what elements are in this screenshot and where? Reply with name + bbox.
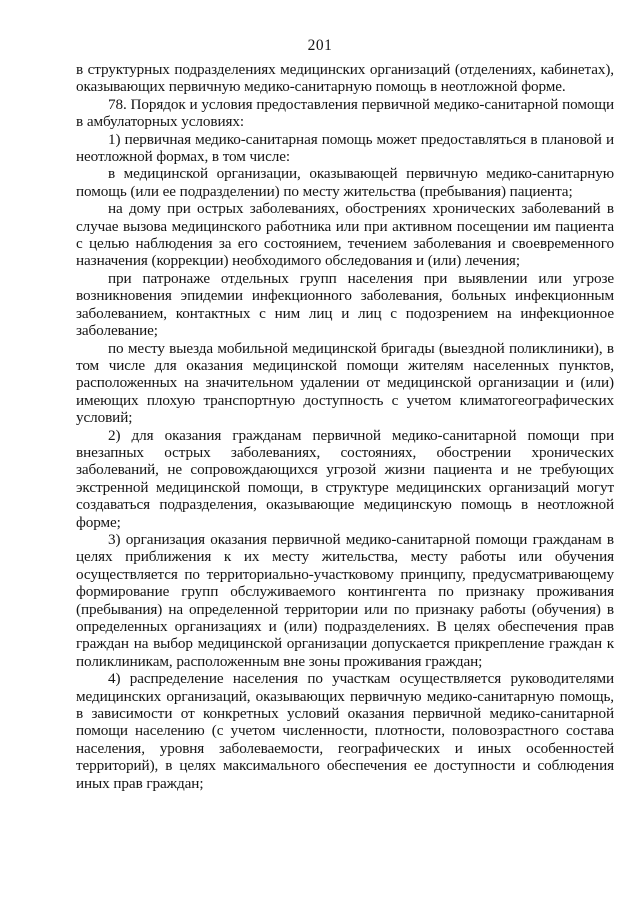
paragraph-item-3: 3) организация оказания первичной медико-санитарной помощи гражданам в целях приближения к их месту жительства, месту работы или обучения осуществляется по территориально-участковому принципу, предусматривающему формирование групп обслуживаемого контингента по признаку проживания (пребывания) на определенной территории или по признаку работы (обучения) в определенных организациях и (или) подразделениях. В целях обеспечения прав граждан на выбор медицинской организации допускается прикрепление граждан к поликлиникам, расположенным вне зоны проживания граждан; — [76, 530, 614, 670]
paragraph-item-2: 2) для оказания гражданам первичной медико-санитарной помощи при внезапных острых заболеваниях, состояниях, обострении хронических заболеваний, не сопровождающихся угрозой жизни пациента и не требующих экстренной медицинской помощи, в структуре медицинских организаций могут создаваться подразделения, оказывающие медицинскую помощь в неотложной форме; — [76, 426, 614, 531]
paragraph-clause-78: 78. Порядок и условия предоставления первичной медико-санитарной помощи в амбулаторных условиях: — [76, 95, 614, 131]
paragraph-item-1-sub-d: по месту выезда мобильной медицинской бригады (выездной поликлиники), в том числе для оказания медицинской помощи жителям населенных пунктов, расположенных на значительном удалении от медицинской организации и (или) имеющих плохую транспортную доступность с учетом климатогеографических условий; — [76, 339, 614, 427]
paragraph-continuation: в структурных подразделениях медицинских организаций (отделениях, кабинетах), оказывающих первичную медико-санитарную помощь в неотложной форме. — [76, 61, 614, 96]
document-body — [76, 61, 614, 792]
page-number: 201 — [307, 37, 333, 54]
paragraph-item-1-sub-b: на дому при острых заболеваниях, обострениях хронических заболеваний в случае вызова медицинского работника или при активном посещении им пациента с целью наблюдения за его состоянием, течением заболевания и своевременного назначения (коррекции) необходимого обследования и (или) лечения; — [76, 200, 614, 270]
paragraph-item-1-sub-a: в медицинской организации, оказывающей первичную медико-санитарную помощь (или ее подразделении) по месту жительства (пребывания) пациента; — [76, 165, 614, 200]
paragraph-item-1-sub-c: при патронаже отдельных групп населения при выявлении или угрозе возникновения эпидемии инфекционного заболевания, больных инфекционным заболеванием, контактных с ним лиц и лиц с подозрением на инфекционное заболевание; — [76, 269, 614, 340]
paragraph-item-1: 1) первичная медико-санитарная помощь может предоставляться в плановой и неотложной формах, в том числе: — [76, 130, 614, 166]
paragraph-item-4: 4) распределение населения по участкам осуществляется руководителями медицинских организаций, оказывающих первичную медико-санитарную помощь, в зависимости от конкретных условий оказания первичной медико-санитарной помощи населению (с учетом численности, плотности, половозрастного состава населения, уровня заболеваемости, географических и иных особенностей территорий), в целях максимального обеспечения ее доступности и соблюдения иных прав граждан; — [76, 670, 614, 792]
